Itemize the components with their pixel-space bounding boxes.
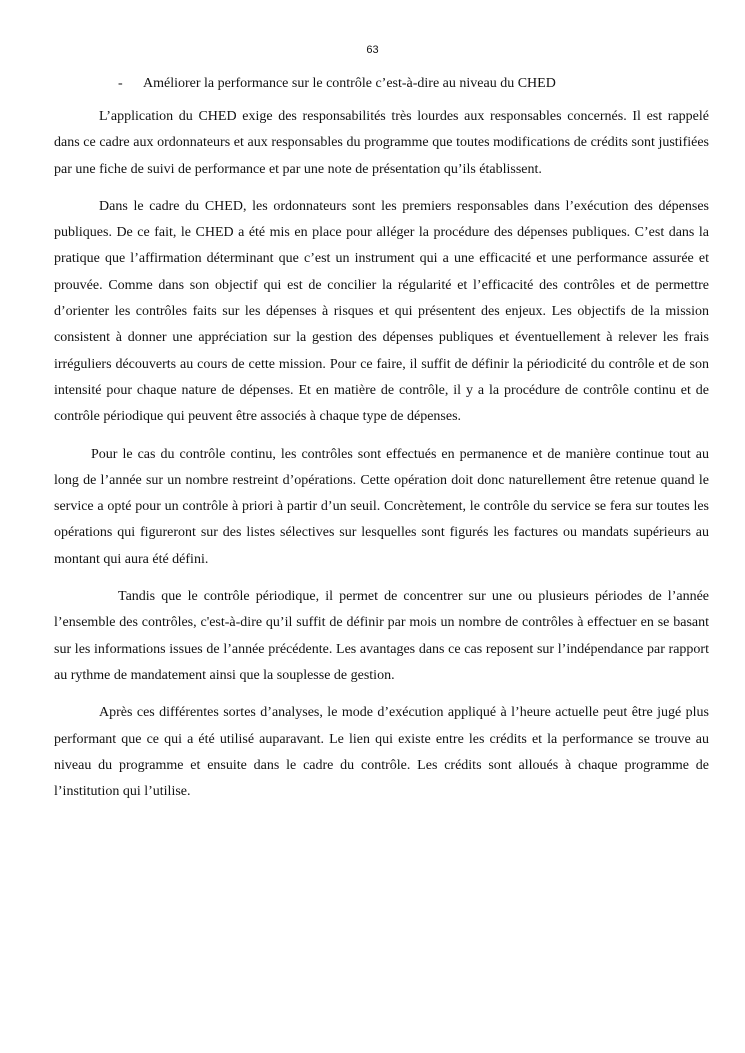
paragraph-2: Dans le cadre du CHED, les ordonnateurs sont les premiers responsables dans l’exécution des dépenses publiques. De ce fait, le CHED a été mis en place pour alléger la procédure des dépenses publiques. C’est dans la pratique que l’affirmation déterminant que c’est un instrument qui a une efficacité et une performance assurée et prouvée. Comme dans son objectif qui est de concilier la régularité et l’efficacité des contrôles et de permettre d’orienter les contrôles faits sur les dépenses à risques et qui présentent des enjeux. Les objectifs de la mission consistent à donner une appréciation sur la gestion des dépenses publiques et éventuellement à relever les frais irréguliers découverts au cours de cette mission. Pour ce faire, il suffit de définir la périodicité du contrôle et de son intensité pour chaque nature de dépenses. Et en matière de contrôle, il y a la procédure de contrôle continu et de contrôle périodique qui peuvent être associés à chaque type de dépenses. bbox=[54, 198, 709, 425]
paragraph-5: Après ces différentes sortes d’analyses, le mode d’exécution appliqué à l’heure actuelle peut être jugé plus performant que ce qui a été utilisé auparavant. Le lien qui existe entre les crédits et la performance se trouve au niveau du programme et ensuite dans le cadre du contrôle. Les crédits sont alloués à chaque programme de l’institution qui l’utilise. bbox=[54, 705, 709, 800]
page-number: 63 bbox=[366, 44, 379, 56]
bullet-text: Améliorer la performance sur le contrôle c’est-à-dire au niveau du CHED bbox=[143, 76, 556, 91]
paragraph-1: L’application du CHED exige des responsabilités très lourdes aux responsables concernés. Il est rappelé dans ce cadre aux ordonnateurs et aux responsables du programme que toutes modifications de crédits sont justifiées par une fiche de suivi de performance et par une note de présentation qu’ils établissent. bbox=[54, 109, 709, 177]
document-body bbox=[54, 104, 709, 816]
paragraph-3: Pour le cas du contrôle continu, les contrôles sont effectués en permanence et de manière continue tout au long de l’année sur un nombre restreint d’opérations. Cette opération doit donc naturellement être retenue quand le service a opté pour un contrôle à priori à partir d’un seuil. Concrètement, le contrôle du service se fera sur toutes les opérations qui figureront sur des listes sélectives sur lesquelles sont figurés les factures ou mandats supérieurs au montant qui aura été défini. bbox=[54, 446, 709, 567]
bullet-item bbox=[118, 76, 556, 92]
bullet-marker: - bbox=[118, 76, 123, 91]
paragraph-4: Tandis que le contrôle périodique, il permet de concentrer sur une ou plusieurs périodes de l’année l’ensemble des contrôles, c'est-à-dire qu’il suffit de définir par mois un nombre de contrôles à effectuer en se basant sur les informations issues de l’année précédente. Les avantages dans ce cas reposent sur l’indépendance par rapport au rythme de mandatement ainsi que la souplesse de gestion. bbox=[54, 589, 709, 683]
